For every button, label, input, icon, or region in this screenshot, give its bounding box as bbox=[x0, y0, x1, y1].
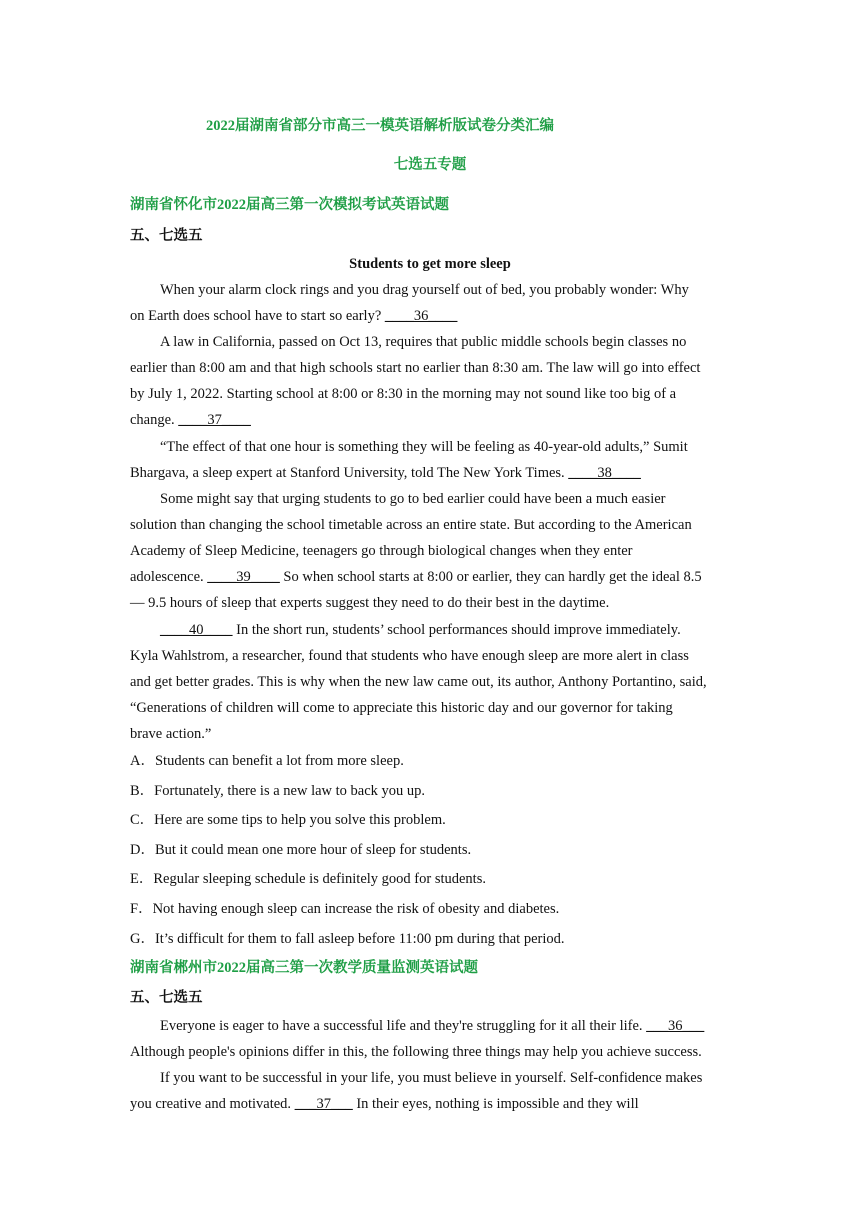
option-c: C．Here are some tips to help you solve this problem. bbox=[130, 812, 446, 828]
blank-36: ____36____ bbox=[384, 308, 458, 324]
blank-40: ____40____ bbox=[160, 622, 233, 638]
p1-line2: on Earth does school have to start so early? ____36____ bbox=[130, 308, 458, 324]
section2-source: 湖南省郴州市2022届高三第一次教学质量监测英语试题 bbox=[130, 960, 478, 976]
option-b: B．Fortunately, there is a new law to back you up. bbox=[130, 783, 426, 799]
blank-37: ____37____ bbox=[178, 412, 251, 428]
p5-line1: ____40____ In the short run, students’ school performances should improve immediately. bbox=[160, 622, 681, 638]
blank-s2-37: ___37___ bbox=[294, 1096, 353, 1112]
option-e: E．Regular sleeping schedule is definitely good for students. bbox=[130, 871, 486, 887]
p2-line4: change. ____37____ bbox=[130, 412, 251, 428]
section1-source: 湖南省怀化市2022届高三第一次模拟考试英语试题 bbox=[130, 197, 449, 213]
option-g: G．It’s difficult for them to fall asleep before 11:00 pm during that period. bbox=[130, 931, 565, 947]
section1-part-label: 五、七选五 bbox=[130, 228, 203, 244]
p4-line1: Some might say that urging students to go to bed earlier could have been a much easier bbox=[160, 491, 666, 507]
s2-p2-line1: If you want to be successful in your life, you must believe in yourself. Self-confidence makes bbox=[160, 1070, 703, 1086]
p4-line3: Academy of Sleep Medicine, teenagers go through biological changes when they enter bbox=[130, 543, 633, 559]
p1-line1: When your alarm clock rings and you drag yourself out of bed, you probably wonder: Why bbox=[160, 282, 689, 298]
p5-line4: “Generations of children will come to appreciate this historic day and our governor for taking bbox=[130, 700, 673, 716]
p4-line5: — 9.5 hours of sleep that experts suggest they need to do their best in the daytime. bbox=[130, 595, 610, 611]
p2-line3: by July 1, 2022. Starting school at 8:00 or 8:30 in the morning may not sound like too big of a bbox=[130, 386, 677, 402]
section2-part-label: 五、七选五 bbox=[130, 990, 203, 1006]
s2-p1-line2: Although people's opinions differ in this, the following three things may help you achieve success. bbox=[130, 1044, 702, 1060]
option-d: D．But it could mean one more hour of sleep for students. bbox=[130, 842, 472, 858]
p4-line2: solution than changing the school timetable across an entire state. But according to the American bbox=[130, 517, 692, 533]
blank-s2-36: ___36___ bbox=[646, 1018, 705, 1034]
p3-line1: “The effect of that one hour is something they will be feeling as 40-year-old adults,” Sumit bbox=[160, 439, 688, 455]
s2-p2-line2: you creative and motivated. ___37___ In their eyes, nothing is impossible and they will bbox=[130, 1096, 639, 1112]
p2-line2: earlier than 8:00 am and that high schools start no earlier than 8:30 am. The law will go into effect bbox=[130, 360, 701, 376]
p2-line1: A law in California, passed on Oct 13, requires that public middle schools begin classes no bbox=[160, 334, 687, 350]
p5-line5: brave action.” bbox=[130, 726, 212, 742]
p5-line2: Kyla Wahlstrom, a researcher, found that students who have enough sleep are more alert in class bbox=[130, 648, 689, 664]
p3-line2: Bhargava, a sleep expert at Stanford University, told The New York Times. ____38____ bbox=[130, 465, 641, 481]
s2-p1-line1: Everyone is eager to have a successful life and they're struggling for it all their life. ___36___ bbox=[160, 1018, 705, 1034]
blank-39: ____39____ bbox=[207, 569, 280, 585]
p4-line4: adolescence. ____39____ So when school starts at 8:00 or earlier, they can hardly get the ideal 8.5 bbox=[130, 569, 702, 585]
option-a: A．Students can benefit a lot from more sleep. bbox=[130, 753, 404, 769]
p5-line3: and get better grades. This is why when the new law came out, its author, Anthony Portantino, said, bbox=[130, 674, 707, 690]
option-f: F．Not having enough sleep can increase the risk of obesity and diabetes. bbox=[130, 901, 560, 917]
passage-title: Students to get more sleep bbox=[349, 256, 511, 272]
blank-38: ____38____ bbox=[568, 465, 641, 481]
sub-title: 七选五专题 bbox=[393, 157, 467, 173]
main-title: 2022届湖南省部分市高三一模英语解析版试卷分类汇编 bbox=[206, 118, 554, 134]
